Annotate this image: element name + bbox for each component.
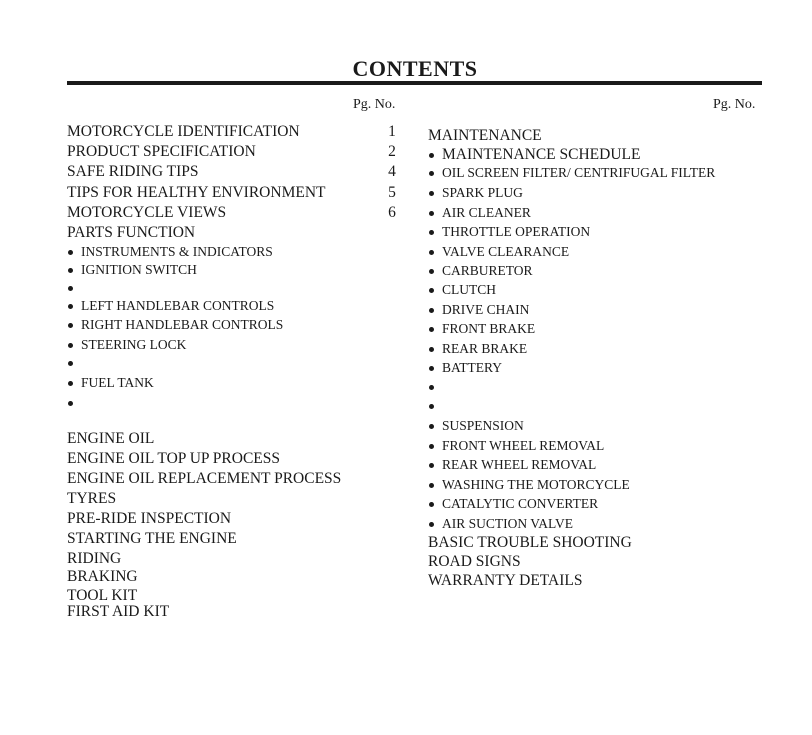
toc-entry: WASHING THE MOTORCYCLE: [442, 477, 630, 492]
toc-entry: BRAKING: [67, 568, 138, 585]
bullet-icon: [429, 424, 434, 429]
bullet-icon: [429, 483, 434, 488]
toc-entry: FIRST AID KIT: [67, 603, 170, 620]
bullet-icon: [429, 211, 434, 216]
toc-entry: VALVE CLEARANCE: [442, 244, 570, 259]
toc-entry: ENGINE OIL REPLACEMENT PROCESS: [67, 470, 342, 487]
toc-entry: BATTERY: [442, 360, 503, 375]
bullet-icon: [68, 286, 73, 291]
toc-entry: CARBURETOR: [442, 263, 533, 278]
bullet-icon: [429, 269, 434, 274]
title-rule: [67, 81, 762, 85]
toc-entry: RIGHT HANDLEBAR CONTROLS: [81, 317, 284, 332]
toc-page-number: 6: [388, 204, 396, 221]
toc-entry: PARTS FUNCTION: [67, 224, 196, 241]
toc-entry: ENGINE OIL: [67, 430, 155, 447]
toc-entry: WARRANTY DETAILS: [428, 572, 583, 589]
page-number-header-right: Pg. No.: [713, 97, 756, 112]
toc-entry: MOTORCYCLE IDENTIFICATION: [67, 123, 300, 140]
page-title: CONTENTS: [352, 56, 478, 81]
toc-entry: RIDING: [67, 550, 122, 567]
bullet-icon: [429, 463, 434, 468]
toc-entry: CLUTCH: [442, 282, 496, 297]
toc-entry: THROTTLE OPERATION: [442, 224, 591, 239]
toc-entry: PRE-RIDE INSPECTION: [67, 510, 232, 527]
bullet-icon: [429, 347, 434, 352]
bullet-icon: [68, 250, 73, 255]
toc-entry: TYRES: [67, 490, 117, 507]
toc-entry: AIR CLEANER: [442, 205, 531, 220]
toc-entry: STEERING LOCK: [81, 337, 187, 352]
bullet-icon: [429, 327, 434, 332]
page-number-header-left: Pg. No.: [353, 97, 396, 112]
toc-entry: AIR SUCTION VALVE: [442, 516, 574, 531]
bullet-icon: [429, 288, 434, 293]
bullet-icon: [429, 404, 434, 409]
bullet-icon: [429, 191, 434, 196]
toc-entry: FRONT WHEEL REMOVAL: [442, 438, 605, 453]
toc-entry: LEFT HANDLEBAR CONTROLS: [81, 298, 275, 313]
bullet-icon: [68, 323, 73, 328]
bullet-icon: [429, 230, 434, 235]
toc-entry: TIPS FOR HEALTHY ENVIRONMENT: [67, 184, 326, 201]
toc-entry: ROAD SIGNS: [428, 553, 521, 570]
bullet-icon: [429, 522, 434, 527]
bullet-icon: [68, 304, 73, 309]
toc-entry: SPARK PLUG: [442, 185, 523, 200]
toc-entry: CATALYTIC CONVERTER: [442, 496, 599, 511]
bullet-icon: [429, 444, 434, 449]
bullet-icon: [429, 308, 434, 313]
bullet-icon: [429, 171, 434, 176]
toc-entry: BASIC TROUBLE SHOOTING: [428, 534, 632, 551]
toc-entry: STARTING THE ENGINE: [67, 530, 237, 547]
toc-entry: MAINTENANCE: [428, 127, 542, 144]
toc-entry: SAFE RIDING TIPS: [67, 163, 199, 180]
toc-entry: REAR WHEEL REMOVAL: [442, 457, 597, 472]
bullet-icon: [68, 381, 73, 386]
toc-entry: SUSPENSION: [442, 418, 524, 433]
bullet-icon: [68, 343, 73, 348]
toc-page-number: 1: [388, 123, 396, 140]
toc-entry: ENGINE OIL TOP UP PROCESS: [67, 450, 281, 467]
toc-entry: MAINTENANCE SCHEDULE: [442, 146, 641, 163]
toc-entry: IGNITION SWITCH: [81, 262, 197, 277]
toc-entry: MOTORCYCLE VIEWS: [67, 204, 227, 221]
toc-entry: DRIVE CHAIN: [442, 302, 530, 317]
bullet-icon: [68, 268, 73, 273]
toc-page-number: 2: [388, 143, 396, 160]
bullet-icon: [429, 502, 434, 507]
toc-entry: PRODUCT SPECIFICATION: [67, 143, 256, 160]
bullet-icon: [429, 153, 434, 158]
toc-entry: TOOL KIT: [67, 587, 138, 604]
bullet-icon: [68, 361, 73, 366]
toc-entry: FUEL TANK: [81, 375, 154, 390]
toc-entry: INSTRUMENTS & INDICATORS: [81, 244, 273, 259]
bullet-icon: [429, 366, 434, 371]
bullet-icon: [429, 385, 434, 390]
toc-entry: REAR BRAKE: [442, 341, 528, 356]
toc-page-number: 4: [388, 163, 396, 180]
toc-entry: FRONT BRAKE: [442, 321, 536, 336]
bullet-icon: [429, 250, 434, 255]
toc-page-number: 5: [388, 184, 396, 201]
toc-entry: OIL SCREEN FILTER/ CENTRIFUGAL FILTER: [442, 165, 716, 180]
bullet-icon: [68, 401, 73, 406]
